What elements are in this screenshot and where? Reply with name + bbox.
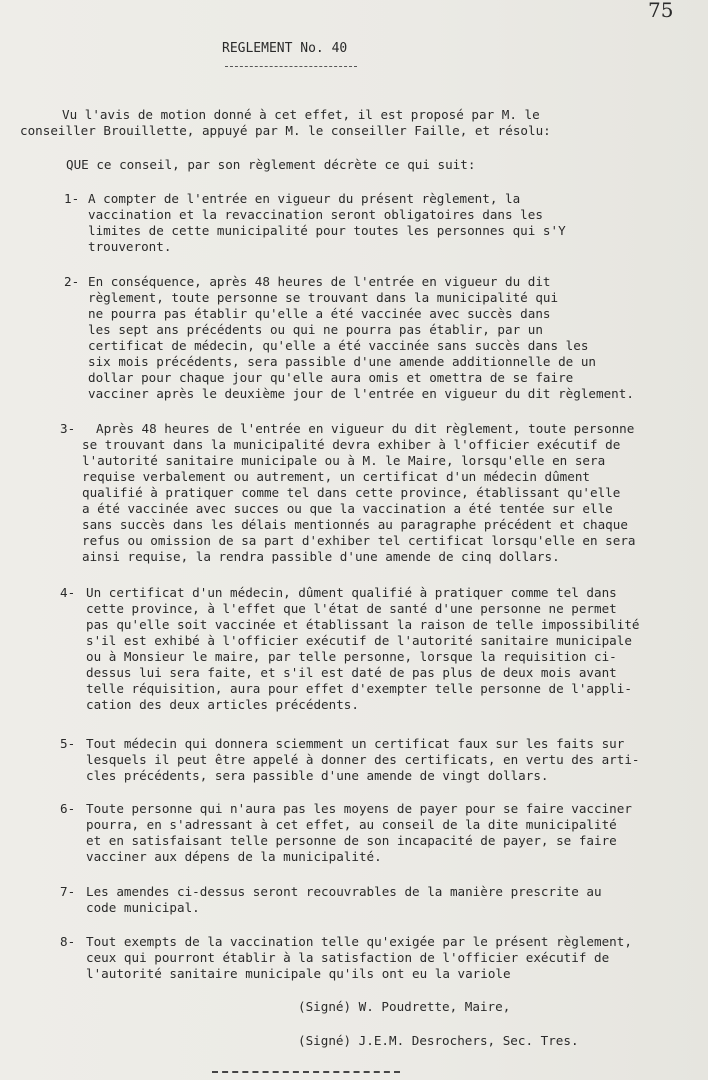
article-number: 5- xyxy=(60,736,76,751)
article-line: Après 48 heures de l'entrée en vigueur du dit règlement, toute personne xyxy=(96,421,635,436)
article-number: 3- xyxy=(60,421,76,436)
article-line: pas qu'elle soit vaccinée et établissant la raison de telle impossibilité xyxy=(86,617,640,632)
article-line: limites de cette municipalité pour toutes les personnes qui s'Y xyxy=(88,223,566,238)
article-line: l'autorité sanitaire municipale qu'ils ont eu la variole xyxy=(86,966,511,981)
article-line: les sept ans précédents ou qui ne pourra pas établir, par un xyxy=(88,322,543,337)
article-line: vacciner après le deuxième jour de l'entrée en vigueur du dit règlement. xyxy=(88,386,634,401)
article-line: et en satisfaisant telle personne de son incapacité de payer, se faire xyxy=(86,833,617,848)
article-line: Tout exempts de la vaccination telle qu'exigée par le présent règlement, xyxy=(86,934,632,949)
page-number: 75 xyxy=(648,0,674,22)
article-line: vacciner aux dépens de la municipalité. xyxy=(86,849,382,864)
title-underline xyxy=(225,66,357,67)
article-number: 4- xyxy=(60,585,76,600)
article-line: Un certificat d'un médecin, dûment qualifié à pratiquer comme tel dans xyxy=(86,585,617,600)
article-line: ou à Monsieur le maire, par telle personne, lorsque la requisition ci- xyxy=(86,649,617,664)
article-line: sans succès dans les délais mentionnés au paragraphe précédent et chaque xyxy=(82,517,628,532)
article-line: lesquels il peut être appelé à donner des certificats, en vertu des arti- xyxy=(86,752,640,767)
article-number: 2- xyxy=(64,274,80,289)
article-line: s'il est exhibé à l'officier exécutif de l'autorité sanitaire municipale xyxy=(86,633,632,648)
article-line: cles précédents, sera passible d'une amende de vingt dollars. xyxy=(86,768,549,783)
article-line: a été vaccinée avec succes ou que la vaccination a été tentée sur elle xyxy=(82,501,613,516)
article-line: trouveront. xyxy=(88,239,172,254)
article-number: 8- xyxy=(60,934,76,949)
article-line: Les amendes ci-dessus seront recouvrables de la manière prescrite au xyxy=(86,884,602,899)
article-line: requise verbalement ou autrement, un certificat d'un médecin dûment xyxy=(82,469,590,484)
article-number: 7- xyxy=(60,884,76,899)
signature-secretary: (Signé) J.E.M. Desrochers, Sec. Tres. xyxy=(298,1033,579,1048)
article-line: Tout médecin qui donnera sciemment un certificat faux sur les faits sur xyxy=(86,736,625,751)
article-line: En conséquence, après 48 heures de l'entrée en vigueur du dit xyxy=(88,274,551,289)
article-line: certificat de médecin, qu'elle a été vaccinée sans succès dans les xyxy=(88,338,589,353)
article-line: l'autorité sanitaire municipale ou à M. le Maire, lorsqu'elle en sera xyxy=(82,453,606,468)
article-number: 1- xyxy=(64,191,80,206)
article-line: code municipal. xyxy=(86,900,200,915)
intro-line: conseiller Brouillette, appuyé par M. le conseiller Faille, et résolu: xyxy=(20,123,551,138)
article-line: ceux qui pourront établir à la satisfaction de l'officier exécutif de xyxy=(86,950,610,965)
article-line: refus ou omission de sa part d'exhiber tel certificat lorsqu'elle en sera xyxy=(82,533,636,548)
article-line: ne pourra pas établir qu'elle a été vaccinée avec succès dans xyxy=(88,306,551,321)
article-line: cation des deux articles précédents. xyxy=(86,697,359,712)
intro-line: Vu l'avis de motion donné à cet effet, il est proposé par M. le xyxy=(62,107,540,122)
article-line: qualifié à pratiquer comme tel dans cette province, établissant qu'elle xyxy=(82,485,621,500)
que-line: QUE ce conseil, par son règlement décrète ce qui suit: xyxy=(66,157,476,172)
article-line: dessus lui sera faite, et s'il est daté de pas plus de deux mois avant xyxy=(86,665,617,680)
article-line: pourra, en s'adressant à cet effet, au conseil de la dite municipalité xyxy=(86,817,617,832)
article-line: règlement, toute personne se trouvant dans la municipalité qui xyxy=(88,290,559,305)
article-line: dollar pour chaque jour qu'elle aura omis et omettra de se faire xyxy=(88,370,574,385)
article-line: Toute personne qui n'aura pas les moyens de payer pour se faire vacciner xyxy=(86,801,632,816)
article-line: A compter de l'entrée en vigueur du présent règlement, la xyxy=(88,191,521,206)
article-line: vaccination et la revaccination seront obligatoires dans les xyxy=(88,207,543,222)
closing-rule xyxy=(212,1071,400,1073)
article-line: se trouvant dans la municipalité devra exhiber à l'officier exécutif de xyxy=(82,437,621,452)
signature-mayor: (Signé) W. Poudrette, Maire, xyxy=(298,999,511,1014)
document-title: REGLEMENT No. 40 xyxy=(222,41,348,56)
article-line: telle réquisition, aura pour effet d'exempter telle personne de l'appli- xyxy=(86,681,632,696)
article-line: six mois précédents, sera passible d'une amende additionnelle de un xyxy=(88,354,596,369)
article-line: ainsi requise, la rendra passible d'une amende de cinq dollars. xyxy=(82,549,560,564)
article-line: cette province, à l'effet que l'état de santé d'une personne ne permet xyxy=(86,601,617,616)
article-number: 6- xyxy=(60,801,76,816)
